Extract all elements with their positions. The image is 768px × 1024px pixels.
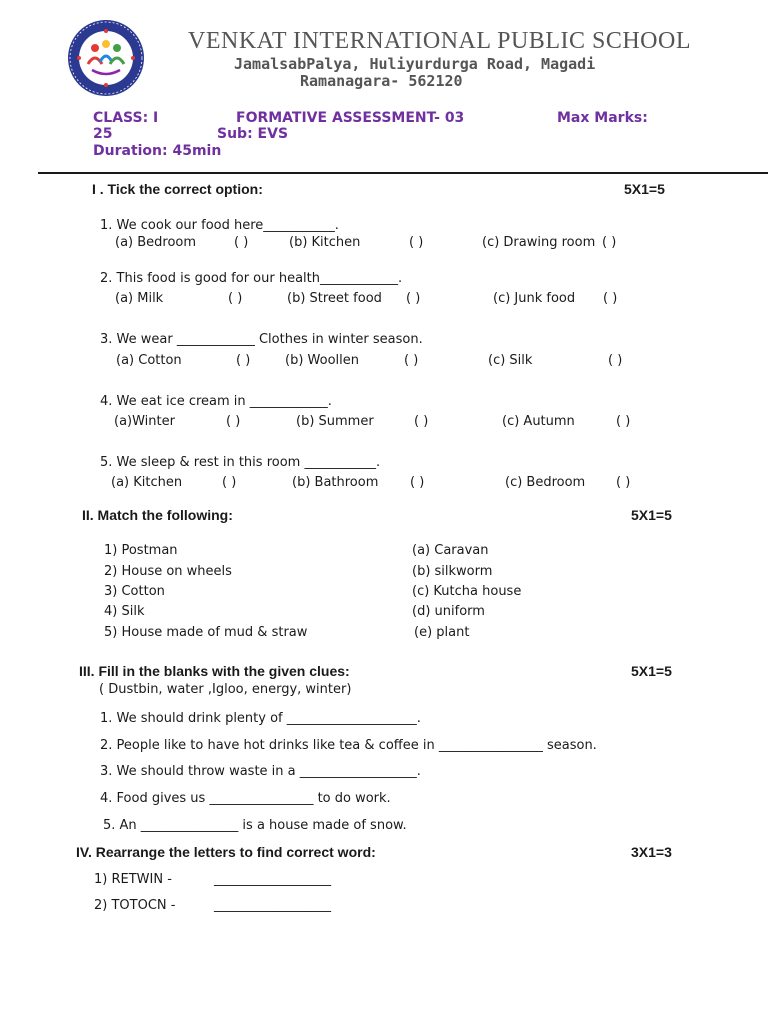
s1-q5-bracket-a: ( ): [222, 475, 237, 490]
s1-q3-bracket-b: ( ): [404, 353, 419, 368]
s1-q3-bracket-a: ( ): [236, 353, 251, 368]
match-right-item: (e) plant: [414, 625, 470, 640]
s1-q1-bracket-a: ( ): [234, 235, 249, 250]
s1-q2-bracket-c: ( ): [603, 291, 618, 306]
duration-label: Duration: 45min: [93, 143, 222, 159]
s1-q2-bracket-b: ( ): [406, 291, 421, 306]
s1-q4-bracket-a: ( ): [226, 414, 241, 429]
fill-blank-question: 3. We should throw waste in a __________________.: [100, 764, 421, 779]
s1-q1-bracket-c: ( ): [602, 235, 617, 250]
max-marks-value: 25: [93, 126, 113, 142]
s1-q5-opt-b: (b) Bathroom: [292, 475, 379, 490]
match-left-item: 4) Silk: [104, 604, 145, 619]
s1-q4-bracket-c: ( ): [616, 414, 631, 429]
fill-blank-question: 2. People like to have hot drinks like tea & coffee in ________________ season.: [100, 738, 597, 753]
subject-label: Sub: EVS: [217, 126, 289, 142]
section3-clues: ( Dustbin, water ,Igloo, energy, winter): [99, 682, 352, 697]
s1-q5-bracket-b: ( ): [410, 475, 425, 490]
s1-q2-bracket-a: ( ): [228, 291, 243, 306]
s1-q4-bracket-b: ( ): [414, 414, 429, 429]
s1-q1-opt-a: (a) Bedroom: [115, 235, 197, 250]
section2-marks: 5X1=5: [631, 507, 672, 523]
s1-q1-opt-b: (b) Kitchen: [289, 235, 361, 250]
section1-title: I . Tick the correct option:: [92, 181, 263, 197]
match-right-item: (c) Kutcha house: [412, 584, 522, 599]
max-marks-label: Max Marks:: [557, 110, 648, 126]
class-label: CLASS: I: [93, 110, 159, 126]
fill-blank-question: 1. We should drink plenty of ____________________.: [100, 711, 421, 726]
s1-q3-bracket-c: ( ): [608, 353, 623, 368]
s1-q1: 1. We cook our food here___________.: [100, 218, 339, 233]
s1-q1-opt-c: (c) Drawing room: [482, 235, 596, 250]
school-address-line1: JamalsabPalya, Huliyurdurga Road, Magadi: [234, 55, 596, 73]
section3-marks: 5X1=5: [631, 663, 672, 679]
rearrange-blank: __________________: [214, 872, 331, 887]
school-name: VENKAT INTERNATIONAL PUBLIC SCHOOL: [188, 28, 691, 54]
s1-q5-bracket-c: ( ): [616, 475, 631, 490]
section4-marks: 3X1=3: [631, 844, 672, 860]
s1-q2-opt-c: (c) Junk food: [493, 291, 576, 306]
assessment-title: FORMATIVE ASSESSMENT- 03: [236, 110, 465, 126]
s1-q2-opt-b: (b) Street food: [287, 291, 382, 306]
match-right-item: (a) Caravan: [412, 543, 489, 558]
s1-q1-bracket-b: ( ): [409, 235, 424, 250]
s1-q5-opt-c: (c) Bedroom: [505, 475, 586, 490]
rearrange-word: 2) TOTOCN -: [94, 898, 176, 913]
school-address-line2: Ramanagara- 562120: [300, 72, 463, 90]
section2-title: II. Match the following:: [82, 507, 233, 523]
fill-blank-question: 4. Food gives us ________________ to do work.: [100, 791, 391, 806]
section3-title: III. Fill in the blanks with the given clues:: [79, 663, 350, 679]
s1-q4-opt-a: (a)Winter: [114, 414, 175, 429]
section1-marks: 5X1=5: [624, 181, 665, 197]
s1-q2: 2. This food is good for our health____________.: [100, 271, 403, 286]
s1-q4-opt-c: (c) Autumn: [502, 414, 575, 429]
s1-q4-opt-b: (b) Summer: [296, 414, 374, 429]
match-right-item: (d) uniform: [412, 604, 485, 619]
s1-q3-opt-a: (a) Cotton: [116, 353, 182, 368]
s1-q3: 3. We wear ____________ Clothes in winter season.: [100, 332, 423, 347]
s1-q4: 4. We eat ice cream in ____________.: [100, 394, 332, 409]
match-left-item: 1) Postman: [104, 543, 178, 558]
rearrange-blank: __________________: [214, 898, 331, 913]
rearrange-word: 1) RETWIN -: [94, 872, 172, 887]
s1-q5: 5. We sleep & rest in this room ___________.: [100, 455, 381, 470]
section4-title: IV. Rearrange the letters to find correct word:: [76, 844, 376, 860]
s1-q2-opt-a: (a) Milk: [115, 291, 164, 306]
match-left-item: 3) Cotton: [104, 584, 165, 599]
header-divider: [38, 172, 768, 174]
s1-q3-opt-c: (c) Silk: [488, 353, 533, 368]
fill-blank-question: 5. An _______________ is a house made of snow.: [103, 818, 407, 833]
match-left-item: 2) House on wheels: [104, 564, 232, 579]
match-left-item: 5) House made of mud & straw: [104, 625, 308, 640]
s1-q5-opt-a: (a) Kitchen: [111, 475, 183, 490]
s1-q3-opt-b: (b) Woollen: [285, 353, 359, 368]
school-logo: [66, 18, 146, 98]
match-right-item: (b) silkworm: [412, 564, 493, 579]
